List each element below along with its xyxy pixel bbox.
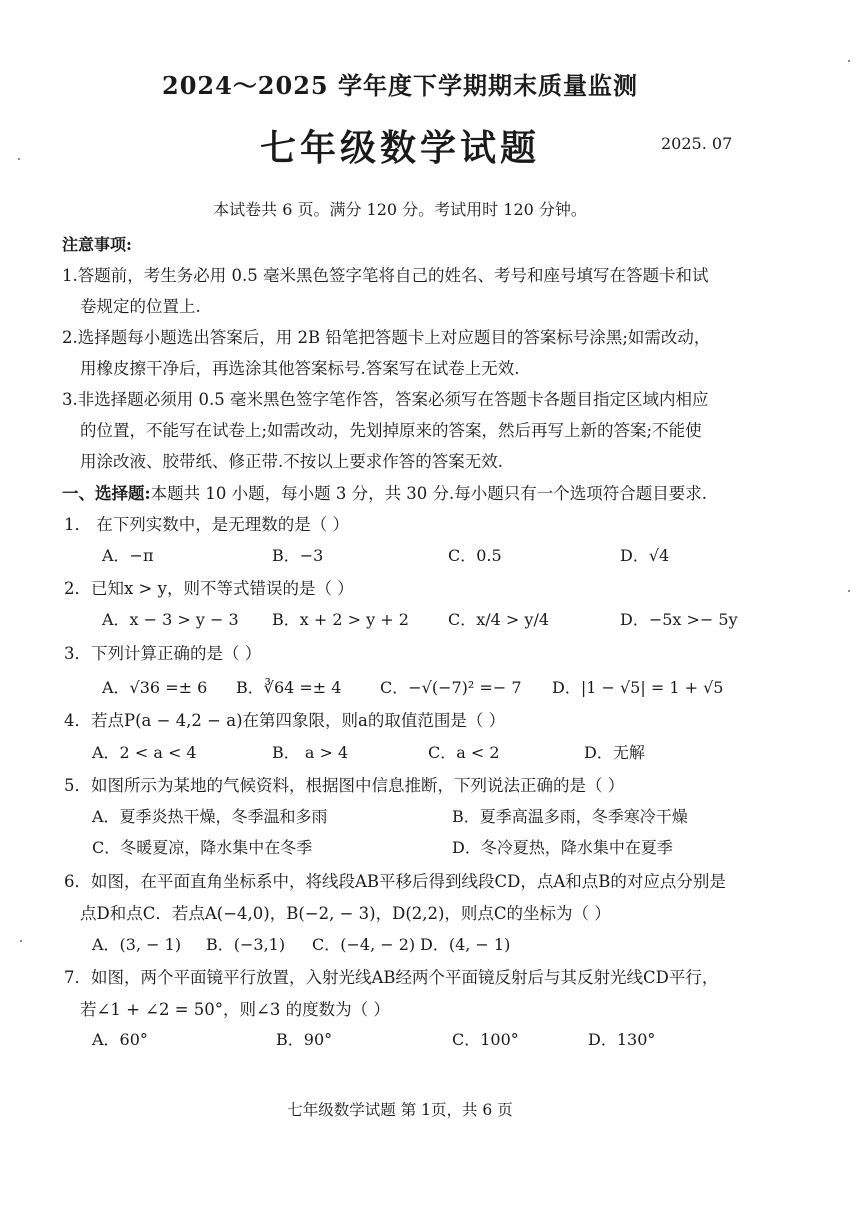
scan-speck <box>18 158 20 160</box>
question-stem: 5．如图所示为某地的气候资料，根据图中信息推断，下列说法正确的是（ ） <box>64 776 625 795</box>
section-heading <box>62 480 707 504</box>
option-d: D．√4 <box>620 546 670 565</box>
option-a: A．√36 =± 6 <box>102 678 208 697</box>
option-c: C．−√(−7)² =− 7 <box>380 678 522 697</box>
question-stem: 4．若点P(a − 4,2 − a)在第四象限，则a的取值范围是（ ） <box>64 711 506 730</box>
option-c: C．冬暖夏凉，降水集中在冬季 <box>92 838 313 857</box>
option-a: A．60° <box>92 1030 148 1049</box>
option-c: C．a < 2 <box>428 743 500 762</box>
option-c: C．(−4, − 2) <box>312 935 416 954</box>
scan-speck <box>848 60 850 62</box>
option-b: B．夏季高温多雨，冬季寒冷干燥 <box>452 807 688 826</box>
notes-heading: 注意事项: <box>62 235 132 254</box>
exam-info: 本试卷共 6 页。满分 120 分。考试用时 120 分钟。 <box>213 200 587 219</box>
section-label: 一、选择题: <box>62 484 151 503</box>
question-stem: 7．如图，两个平面镜平行放置，入射光线AB经两个平面镜反射后与其反射光线CD平行， <box>64 968 719 987</box>
section-description: 本题共 10 小题，每小题 3 分，共 30 分.每小题只有一个选项符合题目要求. <box>150 484 708 503</box>
option-a: A．(3, − 1) <box>92 935 182 954</box>
option-c: C．x/4 > y/4 <box>448 610 550 629</box>
option-d: D．(4, − 1) <box>420 935 511 954</box>
option-a: A．−π <box>102 546 154 565</box>
option-a: A．x − 3 > y − 3 <box>102 610 239 629</box>
note-line: 用涂改液、胶带纸、修正带.不按以上要求作答的答案无效. <box>80 452 503 471</box>
option-b: B．∛64 =± 4 <box>236 678 342 697</box>
question-stem-continued: 点D和点C．若点A(−4,0)，B(−2, − 3)，D(2,2)，则点C的坐标为（ ） <box>80 904 611 923</box>
exam-date: 2025. 07 <box>661 134 733 153</box>
note-line: 3.非选择题必须用 0.5 毫米黑色签字笔作答，答案必须写在答题卡各题目指定区域内相应 <box>62 390 709 409</box>
option-d: D．130° <box>588 1030 656 1049</box>
note-line: 1.答题前，考生务必用 0.5 毫米黑色签字笔将自己的姓名、考号和座号填写在答题卡和试 <box>62 266 709 285</box>
option-d: D．−5x >− 5y <box>620 610 738 629</box>
scan-speck <box>20 940 22 942</box>
question-stem: 6．如图，在平面直角坐标系中，将线段AB平移后得到线段CD，点A和点B的对应点分别是 <box>64 872 726 891</box>
option-d: D．无解 <box>584 743 645 762</box>
option-b: B．(−3,1) <box>206 935 286 954</box>
note-line: 用橡皮擦干净后，再选涂其他答案标号.答案写在试卷上无效. <box>80 359 520 378</box>
exam-header-line: 2024～2025 学年度下学期期末质量监测 <box>162 71 638 100</box>
option-a: A．2 < a < 4 <box>92 743 197 762</box>
option-b: B．−3 <box>272 546 324 565</box>
question-stem-continued: 若∠1 + ∠2 = 50°，则∠3 的度数为（ ） <box>80 1000 390 1019</box>
option-d: D．|1 − √5| = 1 + √5 <box>552 678 724 697</box>
option-a: A．夏季炎热干燥，冬季温和多雨 <box>92 807 328 826</box>
page-title: 七年级数学试题 <box>259 127 540 169</box>
note-line: 2.选择题每小题选出答案后，用 2B 铅笔把答题卡上对应题目的答案标号涂黑;如需改动， <box>62 328 711 347</box>
option-b: B．x + 2 > y + 2 <box>272 610 409 629</box>
note-line: 卷规定的位置上. <box>80 297 201 316</box>
option-c: C．100° <box>452 1030 519 1049</box>
option-b: B．90° <box>276 1030 333 1049</box>
option-d: D．冬冷夏热，降水集中在夏季 <box>452 838 673 857</box>
question-stem: 2．已知x > y，则不等式错误的是（ ） <box>64 579 354 598</box>
option-b: B． a > 4 <box>272 743 349 762</box>
question-stem: 3．下列计算正确的是（ ） <box>64 644 262 663</box>
option-c: C．0.5 <box>448 546 502 565</box>
question-stem: 1． 在下列实数中，是无理数的是（ ） <box>64 515 349 534</box>
note-line: 的位置，不能写在试卷上;如需改动，先划掉原来的答案，然后再写上新的答案;不能使 <box>80 421 702 440</box>
page-footer: 七年级数学试题 第 1页，共 6 页 <box>287 1101 513 1119</box>
scan-speck <box>848 590 850 592</box>
